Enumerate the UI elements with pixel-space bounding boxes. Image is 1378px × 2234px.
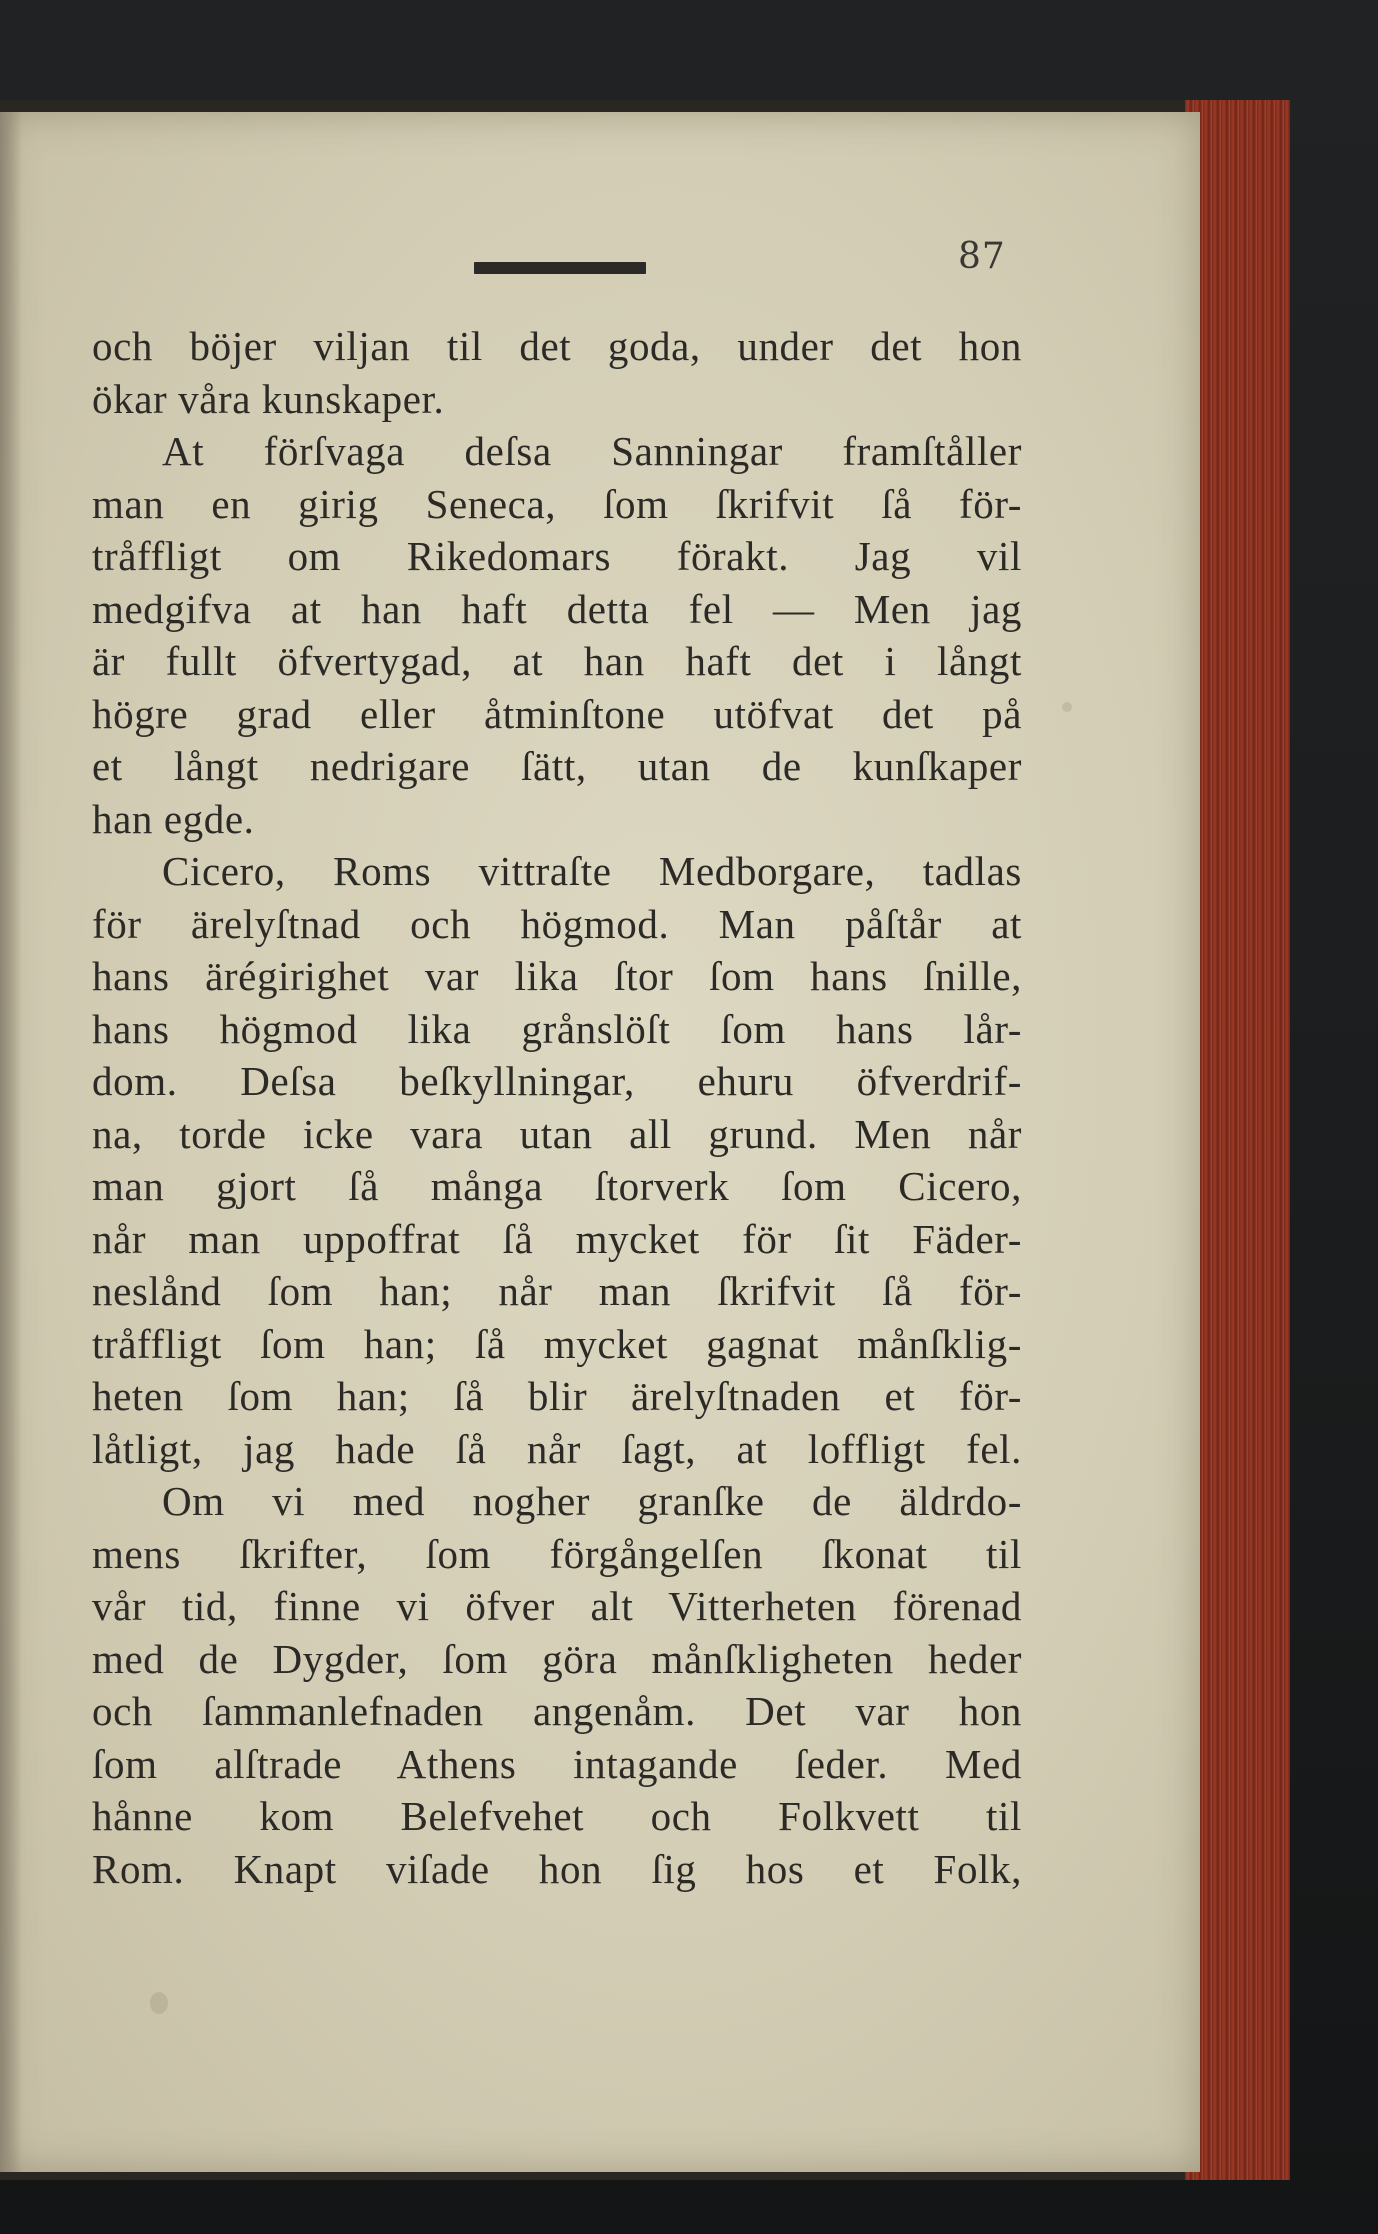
text-line: na, torde icke vara utan all grund. Men når: [92, 1110, 1022, 1157]
text-line: man en girig Seneca, ſom ſkrifvit ſå för-: [92, 480, 1022, 527]
text-line: hans högmod lika grånslöſt ſom hans lår-: [92, 1005, 1022, 1052]
paper-stain: [150, 1992, 168, 2014]
text-line: tråffligt ſom han; ſå mycket gagnat månſklig-: [92, 1320, 1022, 1367]
text-line: är fullt öfvertygad, at han haft det i långt: [92, 638, 1022, 684]
text-line: når man uppoffrat ſå mycket för ſit Fäder-: [92, 1215, 1022, 1262]
text-line: man gjort ſå många ſtorverk ſom Cicero,: [92, 1163, 1022, 1209]
text-line: et långt nedrigare ſätt, utan de kunſkaper: [92, 743, 1022, 789]
text-line: tråffligt om Rikedomars förakt. Jag vil: [92, 533, 1022, 579]
text-line: At förſvaga deſsa Sanningar framſtåller: [162, 428, 1022, 474]
text-line: med de Dygder, ſom göra månſkligheten heder: [92, 1635, 1022, 1682]
text-line: han egde.: [92, 795, 255, 842]
paper-stain: [1062, 702, 1072, 712]
text-line: vår tid, finne vi öfver alt Vitterheten förenad: [92, 1583, 1022, 1629]
page-gutter: [0, 112, 22, 2172]
text-line: högre grad eller åtminſtone utöfvat det på: [92, 690, 1022, 737]
text-line: Rom. Knapt viſade hon ſig hos et Folk,: [92, 1845, 1022, 1892]
text-line: hånne kom Belefvehet och Folkvett til: [92, 1793, 1022, 1839]
text-line: för ärelyſtnad och högmod. Man påſtår at: [92, 900, 1022, 947]
text-line: låtligt, jag hade ſå når ſagt, at loffligt fel.: [92, 1425, 1022, 1472]
body-text: [92, 320, 1022, 1895]
text-line: ſom alſtrade Athens intagande ſeder. Med: [92, 1740, 1022, 1787]
text-line: mens ſkrifter, ſom förgångelſen ſkonat til: [92, 1530, 1022, 1577]
header-rule: [474, 262, 646, 274]
page-edges: [1185, 100, 1290, 2180]
text-line: medgifva at han haft detta fel — Men jag: [92, 585, 1022, 632]
page-number: 87: [958, 236, 1006, 277]
text-line: och böjer viljan til det goda, under det hon: [92, 323, 1022, 369]
text-line: neslånd ſom han; når man ſkrifvit ſå för-: [92, 1268, 1022, 1314]
text-line: hans ärégirighet var lika ſtor ſom hans ſnille,: [92, 953, 1022, 999]
text-line: ökar våra kunskaper.: [92, 375, 445, 422]
text-line: Cicero, Roms vittraſte Medborgare, tadlas: [162, 848, 1022, 894]
book-page: [0, 112, 1200, 2172]
text-line: heten ſom han; ſå blir ärelyſtnaden et för-: [92, 1373, 1022, 1419]
text-line: och ſammanlefnaden angenåm. Det var hon: [92, 1688, 1022, 1734]
text-line: Om vi med nogher granſke de äldrdo-: [162, 1478, 1022, 1524]
text-line: dom. Deſsa beſkyllningar, ehuru öfverdrif-: [92, 1058, 1022, 1104]
